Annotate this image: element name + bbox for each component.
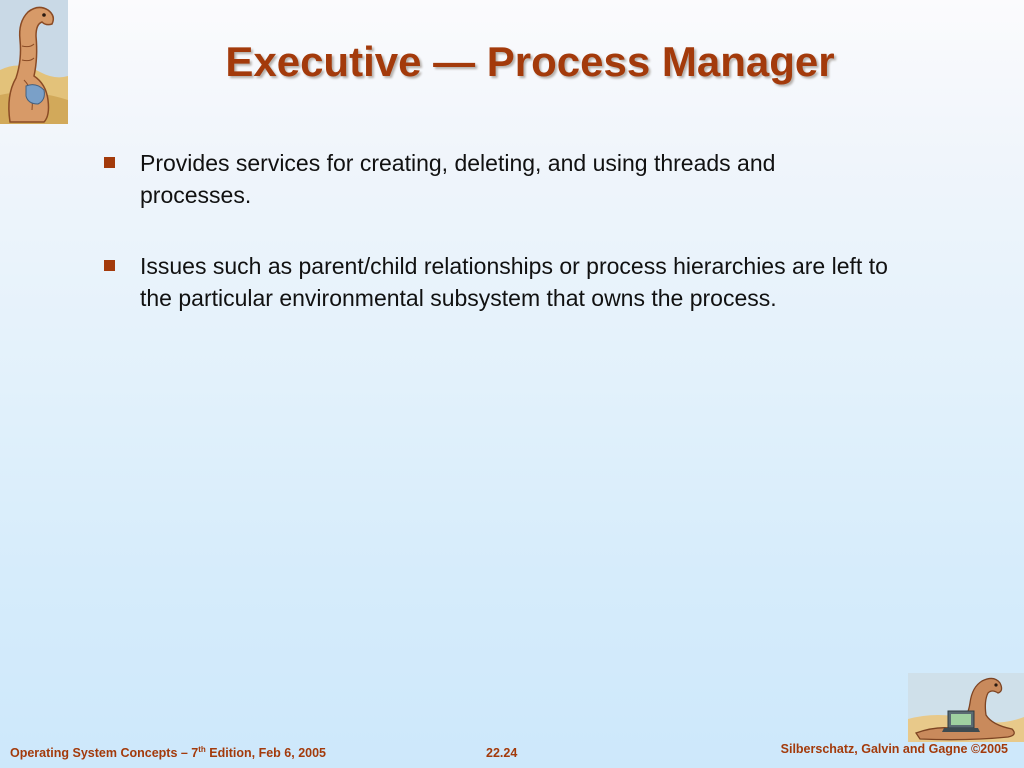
dinosaur-laptop-icon [908,673,1024,742]
footer-left-suffix: Edition, Feb 6, 2005 [205,746,327,760]
footer-left-prefix: Operating System Concepts – 7 [10,746,199,760]
square-bullet-icon [104,260,115,271]
dinosaur-logo-icon [0,0,68,124]
footer-copyright: Silberschatz, Galvin and Gagne ©2005 [780,742,1008,756]
bullet-text: Provides services for creating, deleting, and using threads and processes. [140,150,776,208]
page-title: Executive — Process Manager [225,38,835,85]
footer-left-sup: th [198,744,206,754]
bullet-text: Issues such as parent/child relationships or process hierarchies are left to the particular environmental subsystem that owns the process. [140,253,888,311]
list-item [102,147,892,211]
list-item [102,250,892,314]
footer-course-info [10,746,326,760]
page-number: 22.24 [486,746,518,760]
bullet-list [102,147,892,353]
square-bullet-icon [104,157,115,168]
